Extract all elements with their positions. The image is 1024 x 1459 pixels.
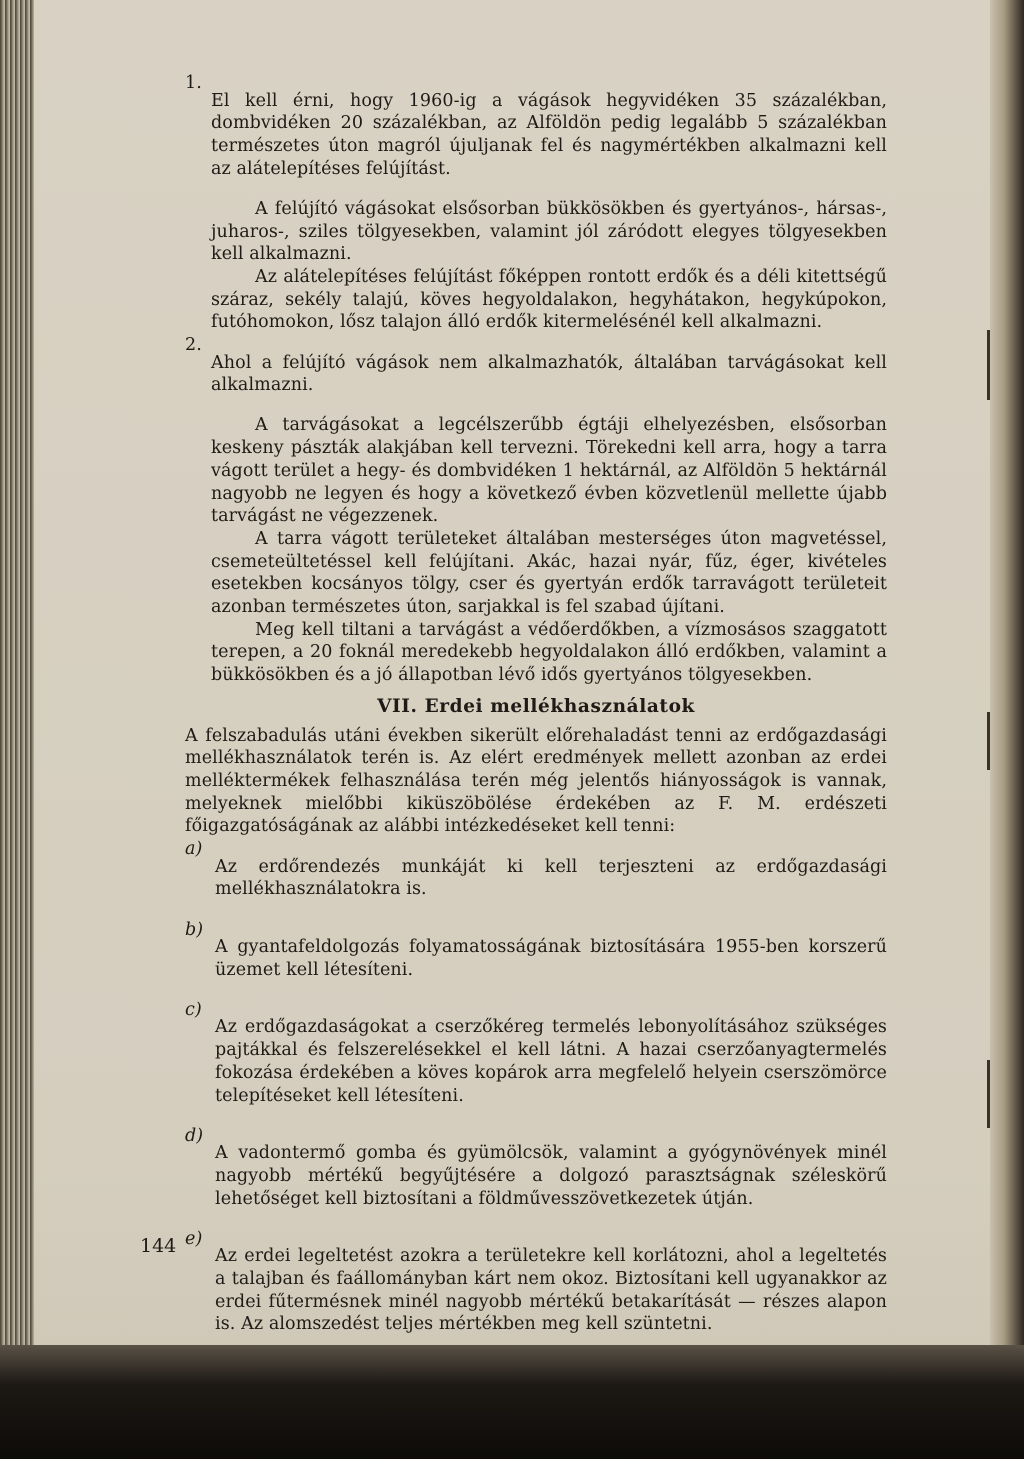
paragraph: A vadontermő gomba és gyümölcsök, valamint a gyógynövények minél nagyobb mértékű begyűjtésére a dolgozó parasztságnak széleskörű lehetőséget kell biztosítani a földművesszövetkezetek útján. xyxy=(215,1143,887,1209)
margin-mark xyxy=(987,712,990,770)
margin-mark xyxy=(987,1060,990,1128)
paragraph: Az alátelepítéses felújítást főképpen rontott erdők és a déli kitettségű száraz, sekély talajú, köves hegyoldalakon, hegyhátakon, hegykúpokon, futóhomokon, lősz talajon álló erdők kitermelésénél kell alkalmazni. xyxy=(211,266,887,333)
page-body xyxy=(185,72,887,1354)
list-item-e xyxy=(185,1228,887,1354)
item-letter: d) xyxy=(185,1125,204,1146)
list-item-b xyxy=(185,919,887,999)
paragraph: A felújító vágásokat elsősorban bükkösökben és gyertyános-, hársas-, juharos-, sziles tölgyesekben, valamint jól záródott elegyes tölgyesekben kell alkalmazni. xyxy=(211,198,887,265)
paragraph: A gyantafeldolgozás folyamatosságának biztosítására 1955-ben korszerű üzemet kell létesíteni. xyxy=(215,937,887,980)
list-item-1 xyxy=(185,72,887,198)
item-letter: a) xyxy=(185,839,203,860)
section-heading: VII. Erdei mellékhasználatok xyxy=(377,695,695,717)
item-letter: b) xyxy=(185,919,204,940)
paragraph: El kell érni, hogy 1960-ig a vágások hegyvidéken 35 százalékban, dombvidéken 20 százalékban, az Alföldön pedig legalább 5 százalékban természetes úton magról újuljanak fel és nagymértékben alkalmazni kell az alátelepítéses felújítást. xyxy=(211,90,887,179)
page-edge-right xyxy=(990,0,1024,1400)
list-item-d xyxy=(185,1125,887,1228)
paragraph: Az erdőgazdaságokat a cserzőkéreg termelés lebonyolításához szükséges pajtákkal és felszerelésekkel el kell látni. A hazai cserzőanyagtermelés fokozása érdekében a köves kopárok arra megfelelő helyein cserszömörce telepítéseket kell létesíteni. xyxy=(215,1017,887,1106)
item-letter: c) xyxy=(185,999,202,1020)
paragraph: Az erdőrendezés munkáját ki kell terjeszteni az erdőgazdasági mellékhasználatokra is. xyxy=(215,856,887,900)
item-number: 2. xyxy=(185,335,202,356)
book-spine xyxy=(0,0,34,1350)
paragraph: A tarra vágott területeket általában mesterséges úton magvetéssel, csemeteültetéssel kell felújítani. Akác, hazai nyár, fűz, éger, kivételes esetekben kocsányos tölgy, cser és gyertyán erdők tarravágott területeit azonban természetes úton, sarjakkal is fel szabad újítani. xyxy=(211,528,887,618)
item-letter: e) xyxy=(185,1228,203,1249)
list-item-c xyxy=(185,999,887,1125)
list-item-2 xyxy=(185,334,887,414)
intro-paragraph: A felszabadulás utáni években sikerült előrehaladást tenni az erdőgazdasági mellékhasználatok terén is. Az elért eredmények mellett azonban az erdei melléktermékek felhasználása terén még jelentős hiányosságok is vannak, melyeknek mielőbbi kiküszöbölése érdekében az F. M. erdészeti főigazgatóságának az alábbi intézkedéseket kell tenni: xyxy=(185,725,887,837)
list-item-a xyxy=(185,838,887,918)
margin-mark xyxy=(987,330,990,400)
paragraph: Meg kell tiltani a tarvágást a védőerdőkben, a vízmosásos szaggatott terepen, a 20 foknál meredekebb hegyoldalakon álló erdőkben, valamint a bükkösökben és a jó állapotban lévő idős gyertyános tölgyesekben. xyxy=(211,619,887,686)
paragraph: Az erdei legeltetést azokra a területekre kell korlátozni, ahol a legeltetés a talajban és faállományban kárt nem okoz. Biztosítani kell ugyanakkor az erdei fűtermésnek minél nagyobb mértékű betakarítását — részes alapon is. Az alomszedést teljes mértékben meg kell szüntetni. xyxy=(215,1246,887,1335)
paragraph: A tarvágásokat a legcélszerűbb égtáji elhelyezésben, elsősorban keskeny pászták alakjában kell tervezni. Törekedni kell arra, hogy a tarra vágott terület a hegy- és dombvidéken 1 hektárnál, az Alföldön 5 hektárnál nagyobb ne legyen és hogy a következő évben közvetlenül mellette újabb tarvágást ne végezzenek. xyxy=(211,415,887,527)
paragraph: Ahol a felújító vágások nem alkalmazhatók, általában tarvágásokat kell alkalmazni. xyxy=(211,352,887,396)
page-number: 144 xyxy=(140,1235,177,1257)
item-number: 1. xyxy=(185,73,202,93)
page-edge-bottom xyxy=(0,1345,1024,1459)
